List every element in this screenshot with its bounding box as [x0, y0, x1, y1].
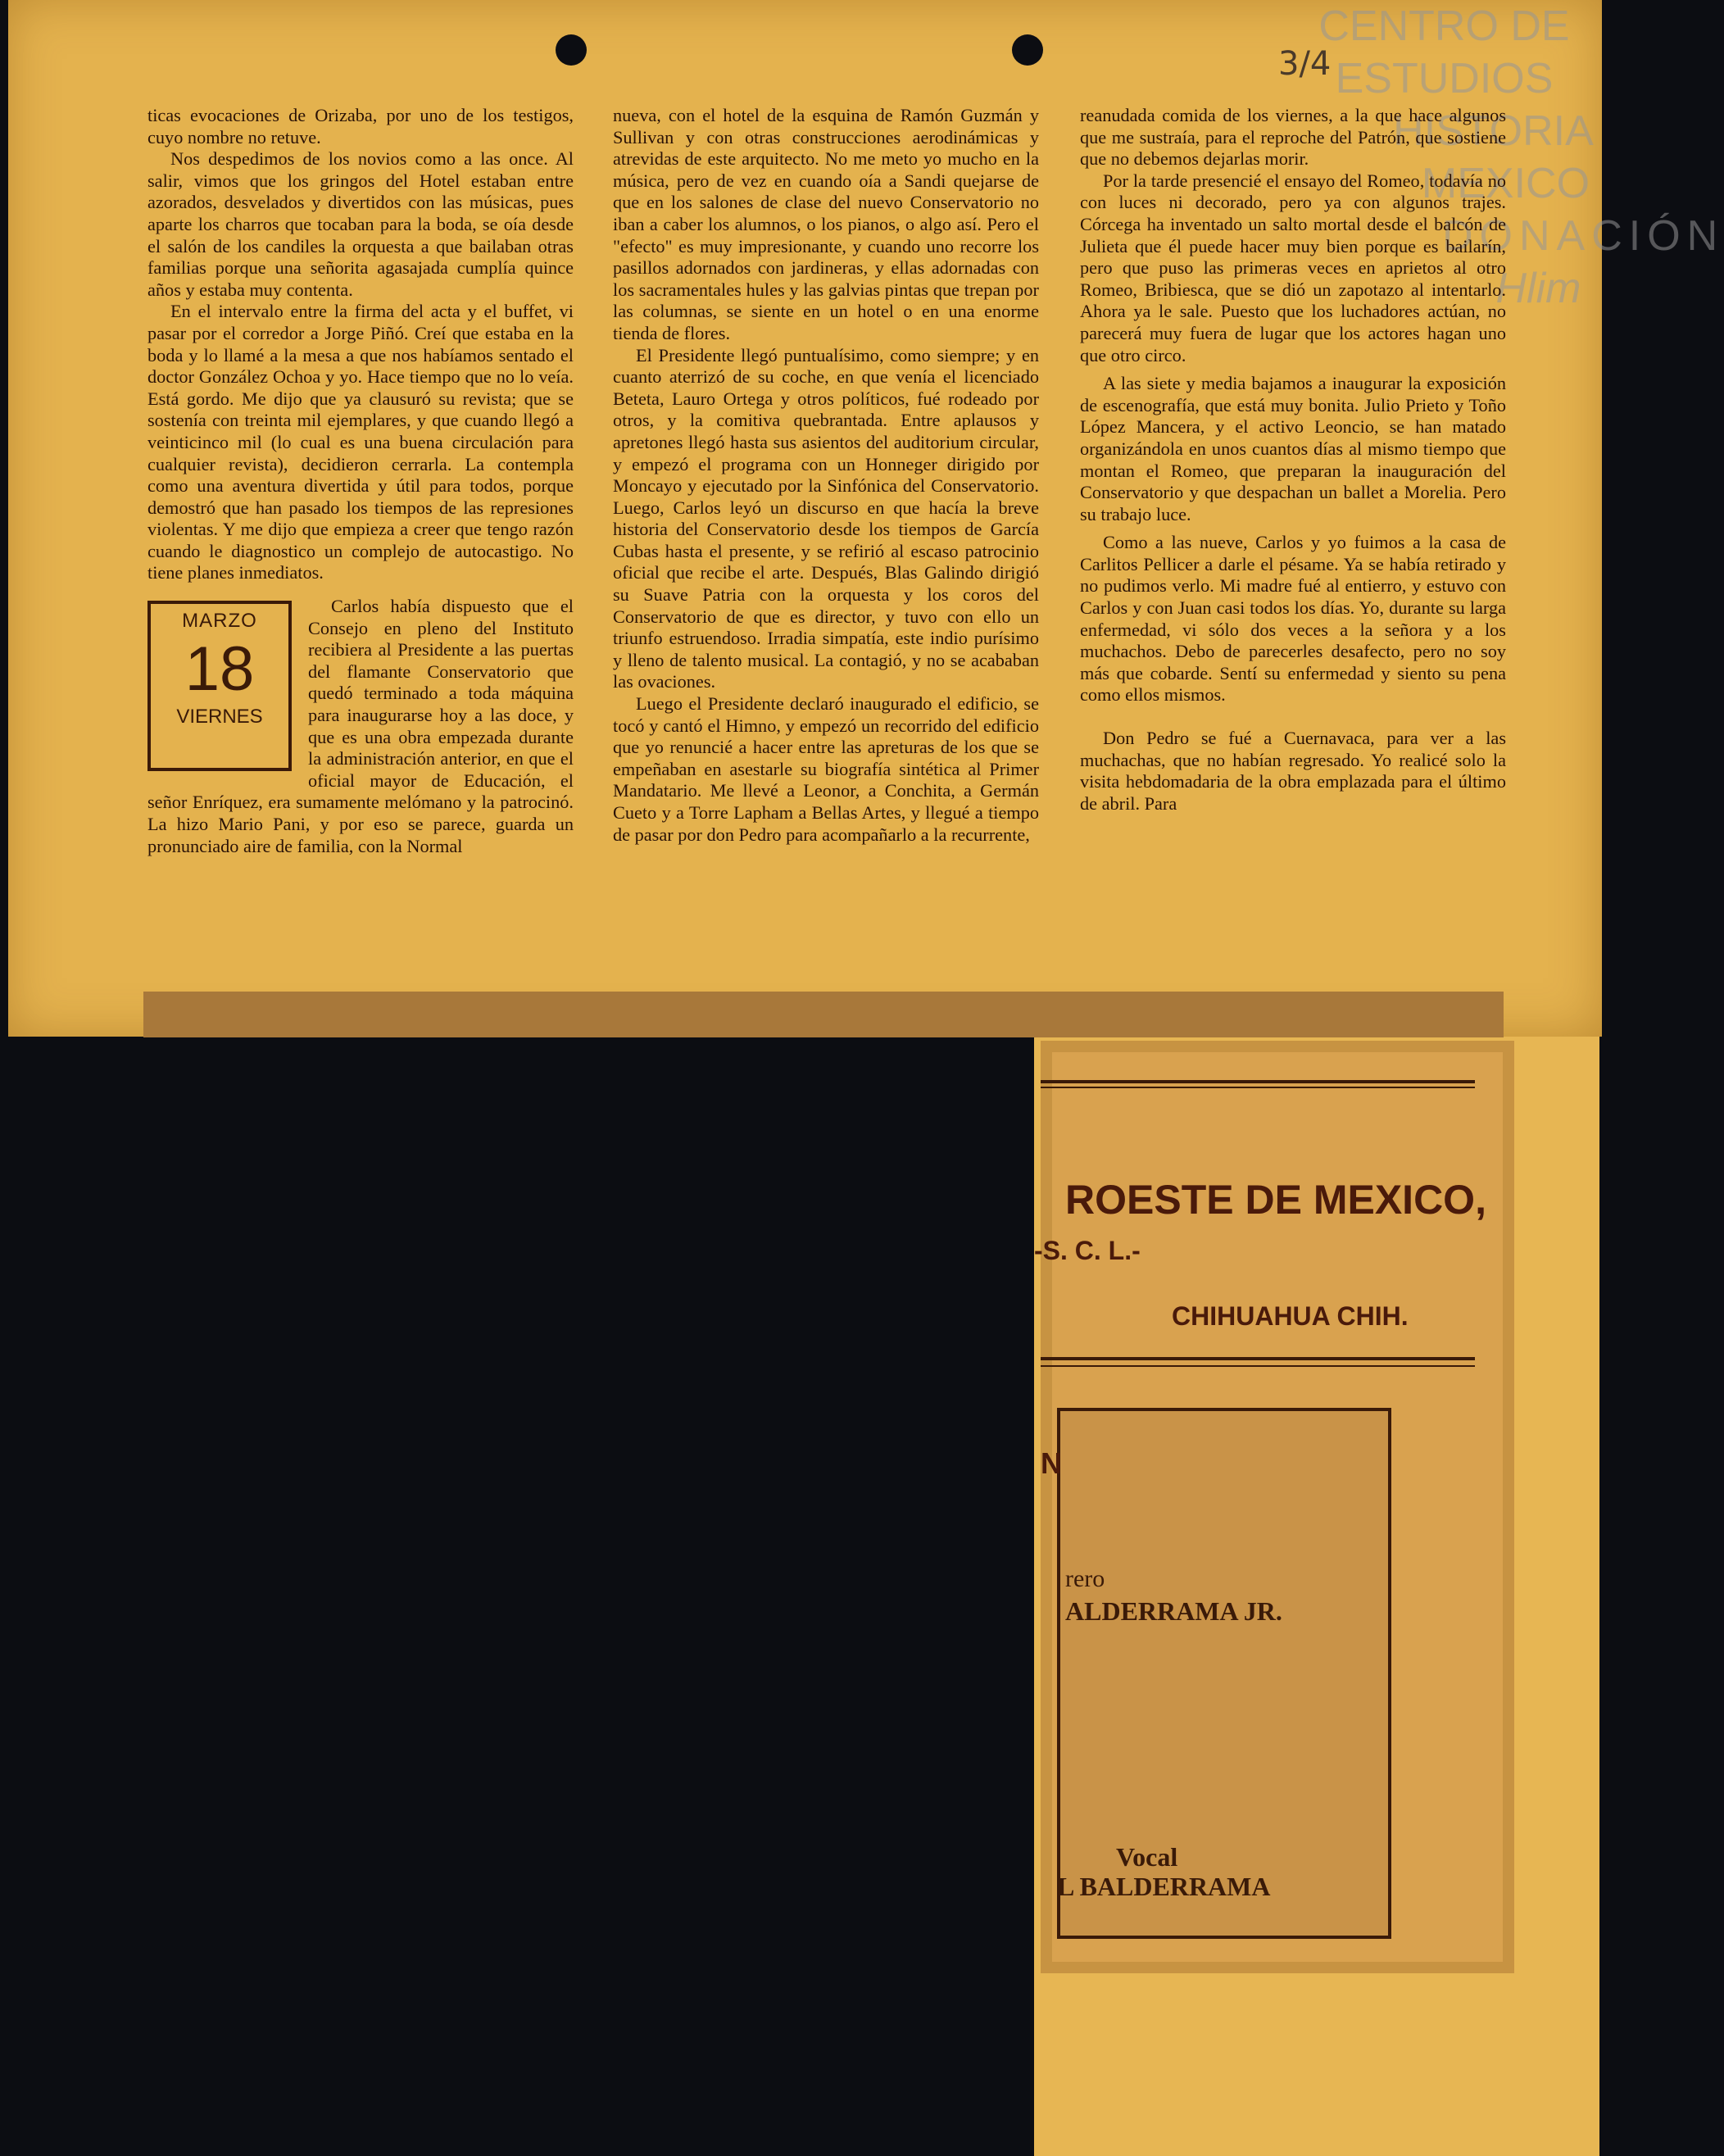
col3-paragraph-3: A las siete y media bajamos a inaugurar la exposición de escenografía, que está muy bonita. Julio Prieto y Toño López Mancera, y el activo Leoncio, se han matado organizándola en unos cuantos días al mismo tiempo que montan el Romeo, que preparan la inauguración del Conservatorio y que despachan un ballet a Morelia. Pero su trabajo luce. — [1080, 373, 1506, 524]
letterhead-bottom-rule-thin — [1041, 1365, 1475, 1367]
stamp-line-2: ESTUDIOS — [1335, 55, 1554, 102]
col3-paragraph-2: Por la tarde presencié el ensayo del Romeo, todavía no con luces ni decorado, pero ya con algunos trajes. Córcega ha inventado un salto mortal desde el balcón de Julieta que él puede hacer muy bien porque es bailarín, pero que puso las primeras veces en aprietos al otro Romeo, Bribiesca, que se dió un zapotazo al intentarlo. Ahora ya le sale. Puesto que los luchadores actúan, no parecerá muy fuera de lugar que los actores hagan uno que otro circo. — [1080, 170, 1506, 365]
col1-paragraph-4: Carlos había dispuesto que el Consejo en pleno del Instituto recibiera al Presidente a las puertas del flamante Conservatorio que quedó terminado a toda máquina para inaugurarse hoy a las doce, y que es una obra empezada durante la administración anterior, en que el oficial mayor de Educación, el señor Enríquez, era sumamente melómano y la patrocinó. La hizo Mario Pani, y por eso se parece, guarda un pronunciado aire de familia, con la Normal — [147, 596, 574, 856]
letterhead-top-rule — [1041, 1080, 1475, 1083]
col3-paragraph-5: Don Pedro se fué a Cuernavaca, para ver a las muchachas, que no habían regresado. Yo realicé solo la visita hebdomadaria de la obra emplazada para el último de abril. Para — [1080, 728, 1506, 814]
pencil-note: 3/4 — [1278, 45, 1332, 83]
binder-hole-right — [1012, 34, 1043, 66]
letterhead-title: ROESTE DE MEXICO, — [1065, 1177, 1486, 1223]
stamp-line-3: HISTORIA — [1393, 107, 1594, 155]
col1-paragraph-3: En el intervalo entre la firma del acta y el buffet, vi pasar por el corredor a Jorge Piñó. Creí que estaba en la boda y lo llamé a la mesa a que nos habíamos sentado el doctor González Ochoa y yo. Hace tiempo que no lo veía. Está gordo. Me dijo que ya clausuró su revista; que se sostenía con treinta mil ejemplares, y que cuando llegó a veinticinco mil (lo cual es una buena circulación para cualquier revista), decidieron cerrarla. La contempla como una aventura divertida y útil para todos, porque demostró que han pasado los tiempos de las represiones violentas. Y me dijo que empieza a creer que tengo razón cuando le diagnostico un complejo de autocastigo. No tiene planes inmediatos. — [147, 301, 574, 583]
col2-paragraph-3: Luego el Presidente declaró inaugurado el edificio, se tocó y cantó el Himno, y empezó un recorrido del edificio que yo renuncié a hacer entre las apreturas de los que se empeñaban en asestarle su biografía sintética al Primer Mandatario. Me llevé a Leonor, a Conchita, a Germán Cueto y a Torre Lapham a Bellas Artes, y llegué a tiempo de pasar por don Pedro para acompañarlo a la recurrente, — [613, 693, 1039, 845]
letterhead-subtitle: -S. C. L.- — [1034, 1236, 1141, 1265]
stamp-line-4: MEXICO — [1421, 160, 1590, 207]
date-weekday: VIERNES — [176, 705, 263, 728]
letterhead-city: CHIHUAHUA CHIH. — [1172, 1301, 1409, 1331]
letterhead-top-rule-thin — [1041, 1087, 1475, 1088]
column-2 — [613, 105, 1039, 846]
col2-paragraph-2: El Presidente llegó puntualísimo, como siempre; y en cuanto aterrizó de su coche, en que venía el licenciado Beteta, Lauro Ortega y otros políticos, fué rodeado por otros, y la comitiva quebrantada. Entre aplausos y apretones llegó hasta sus asientos del auditorium circular, y empezó el programa con un Honneger dirigido por Moncayo y ejecutado por la Sinfónica del Conservatorio. Luego, Carlos leyó un discurso en que hacía la breve historia del Conservatorio desde los tiempos de García Cubas hasta el presente, y se refirió al escaso patrocinio oficial que recibe el arte. Después, Blas Galindo dirigió su Suave Patria con la orquesta y los coros del Conservatorio de que es director, y tuvo con ello un triunfo estruendoso. Irradia simpatía, este indio purísimo y lleno de talento musical. La contagió, y no se acababan las ovaciones. — [613, 344, 1039, 692]
stamp-line-1: CENTRO DE — [1318, 2, 1570, 50]
letterhead-name-2: L BALDERRAMA — [1057, 1872, 1271, 1901]
letterhead-signature-box — [1057, 1408, 1391, 1939]
page-bottom-strip — [143, 992, 1504, 1037]
letterhead-bottom-rule — [1041, 1357, 1475, 1360]
col3-paragraph-4: Como a las nueve, Carlos y yo fuimos a la casa de Carlitos Pellicer a darle el pésame. Ya se había retirado y no pudimos verlo. Mi madre fué al entierro, y estuvo con Carlos y con Juan casi todos los días. Yo, durante su larga enfermedad, vi sólo dos veces a la señora y a los muchachos. Debo de parecerles desafecto, pero no soy más que cobarde. Sentí su enfermedad y siento su pena como ellos mismos. — [1080, 532, 1506, 706]
col3-paragraph-1: reanudada comida de los viernes, a la que hace algunos que me sustraía, para el reproche del Patrón, que sostiene que no debemos dejarlas morir. — [1080, 105, 1506, 170]
date-box — [147, 601, 292, 771]
col1-paragraph-1: ticas evocaciones de Orizaba, por uno de los testigos, cuyo nombre no retuve. — [147, 105, 574, 148]
letterhead-role-1: rero — [1065, 1565, 1105, 1592]
stamp-line-6: Hlim — [1495, 265, 1581, 312]
binder-hole-left — [556, 34, 587, 66]
column-1 — [147, 105, 574, 857]
date-month: MARZO — [182, 610, 257, 633]
letterhead-name-1: ALDERRAMA JR. — [1065, 1596, 1282, 1626]
col1-paragraph-2: Nos despedimos de los novios como a las once. Al salir, vimos que los gringos del Hotel estaban entre azorados, desvelados y divertidos con las músicas, pues aparte los charros que tocaban para la boda, se oía desde el salón de los candiles la orquesta a que bailaban otras familias porque una señorita agasajada cumplía quince años y estaba muy contenta. — [147, 148, 574, 300]
letterhead-role-2: Vocal — [1116, 1842, 1178, 1872]
stamp-line-5: DONACIÓN — [1442, 212, 1724, 260]
letterhead-box-heading: N — [1041, 1446, 1062, 1480]
col2-paragraph-1: nueva, con el hotel de la esquina de Ramón Guzmán y Sullivan y con otras construcciones aerodinámicas y atrevidas de este arquitecto. No me meto yo mucho en la música, pero de vez en cuando oía a Sandi quejarse de que en los salones de clase del nuevo Conservatorio no iban a caber los alumnos, o los pianos, o algo así. Pero el "efecto" es muy impresionante, y cuando uno recorre los pasillos adornados con jardineras, y ellas adornadas con los sacramentales hules y las galvias pintas que trepan por las columnas, se siente en un hotel o en una enorme tienda de flores. — [613, 105, 1039, 343]
date-day: 18 — [184, 633, 255, 704]
column-3 — [1080, 105, 1506, 815]
